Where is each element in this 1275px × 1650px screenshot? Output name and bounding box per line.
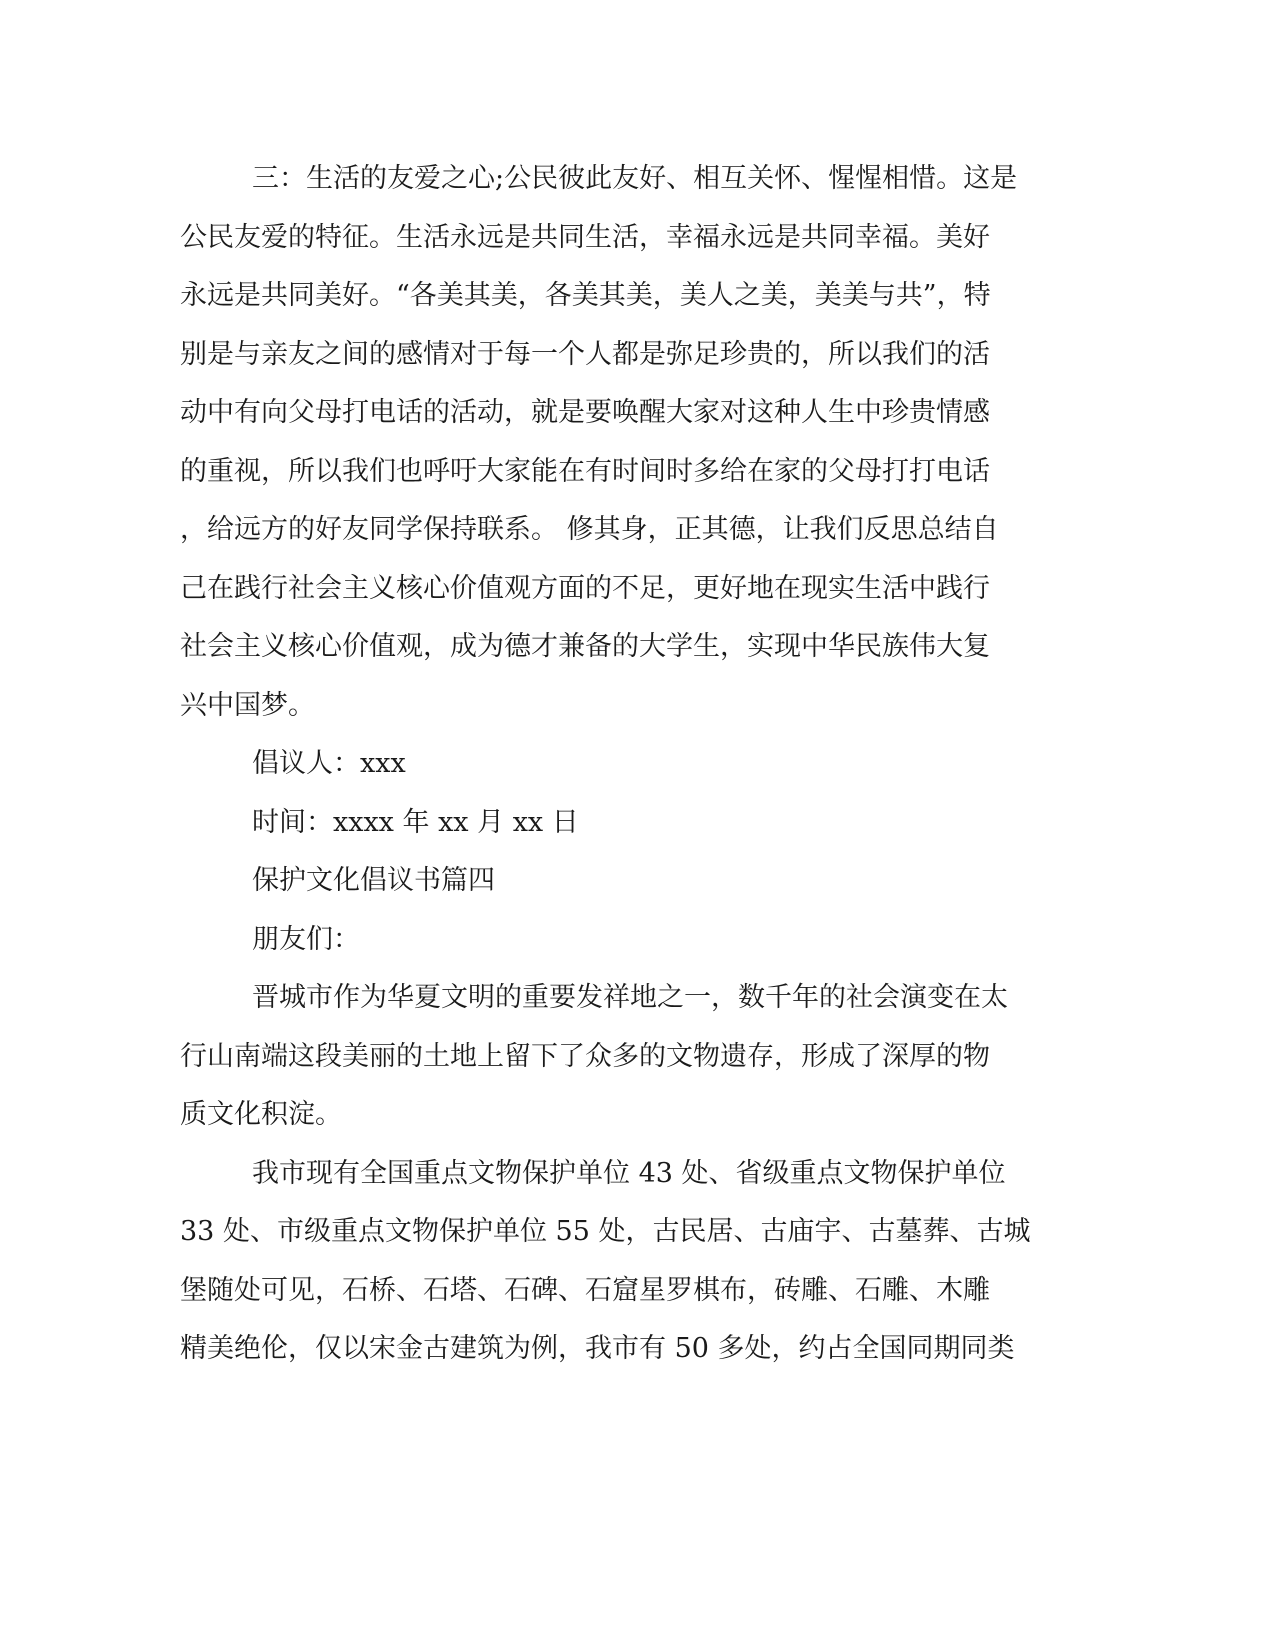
text-line: 堡随处可见，石桥、石塔、石碑、石窟星罗棋布，砖雕、石雕、木雕 <box>180 1274 990 1306</box>
text-line: 的重视，所以我们也呼吁大家能在有时间时多给在家的父母打打电话 <box>180 455 990 487</box>
text-line: 动中有向父母打电话的活动，就是要唤醒大家对这种人生中珍贵情感 <box>180 397 990 428</box>
text-line: 我市现有全国重点文物保护单位 43 处、省级重点文物保护单位 <box>252 1157 1006 1189</box>
text-line: 公民友爱的特征。生活永远是共同生活，幸福永远是共同幸福。美好 <box>180 221 990 253</box>
text-line: 永远是共同美好。“各美其美，各美其美，美人之美，美美与共”，特 <box>180 280 991 311</box>
text-line: 别是与亲友之间的感情对于每一个人都是弥足珍贵的，所以我们的活 <box>180 338 990 370</box>
text-line: 兴中国梦。 <box>180 689 315 721</box>
text-line: 社会主义核心价值观，成为德才兼备的大学生，实现中华民族伟大复 <box>180 631 990 662</box>
text-line: ，给远方的好友同学保持联系。 修其身，正其德，让我们反思总结自 <box>180 514 999 545</box>
date-line: 时间：xxxx 年 xx 月 xx 日 <box>252 806 579 838</box>
salutation: 朋友们： <box>252 923 360 955</box>
text-line: 三：生活的友爱之心;公民彼此友好、相互关怀、惺惺相惜。这是 <box>252 163 1018 194</box>
text-line: 晋城市作为华夏文明的重要发祥地之一，数千年的社会演变在太 <box>252 982 1008 1013</box>
text-line: 行山南端这段美丽的土地上留下了众多的文物遗存，形成了深厚的物 <box>180 1040 990 1072</box>
text-line: 精美绝伦，仅以宋金古建筑为例，我市有 50 多处，约占全国同期同类 <box>180 1333 1015 1364</box>
text-line: 己在践行社会主义核心价值观方面的不足，更好地在现实生活中践行 <box>180 572 990 604</box>
document-body <box>180 150 1040 1379</box>
text-line: 质文化积淀。 <box>180 1099 342 1130</box>
proposer-line: 倡议人：xxx <box>252 748 406 779</box>
section-heading: 保护文化倡议书篇四 <box>252 865 495 896</box>
text-line: 33 处、市级重点文物保护单位 55 处，古民居、古庙宇、古墓葬、古城 <box>180 1216 1031 1247</box>
